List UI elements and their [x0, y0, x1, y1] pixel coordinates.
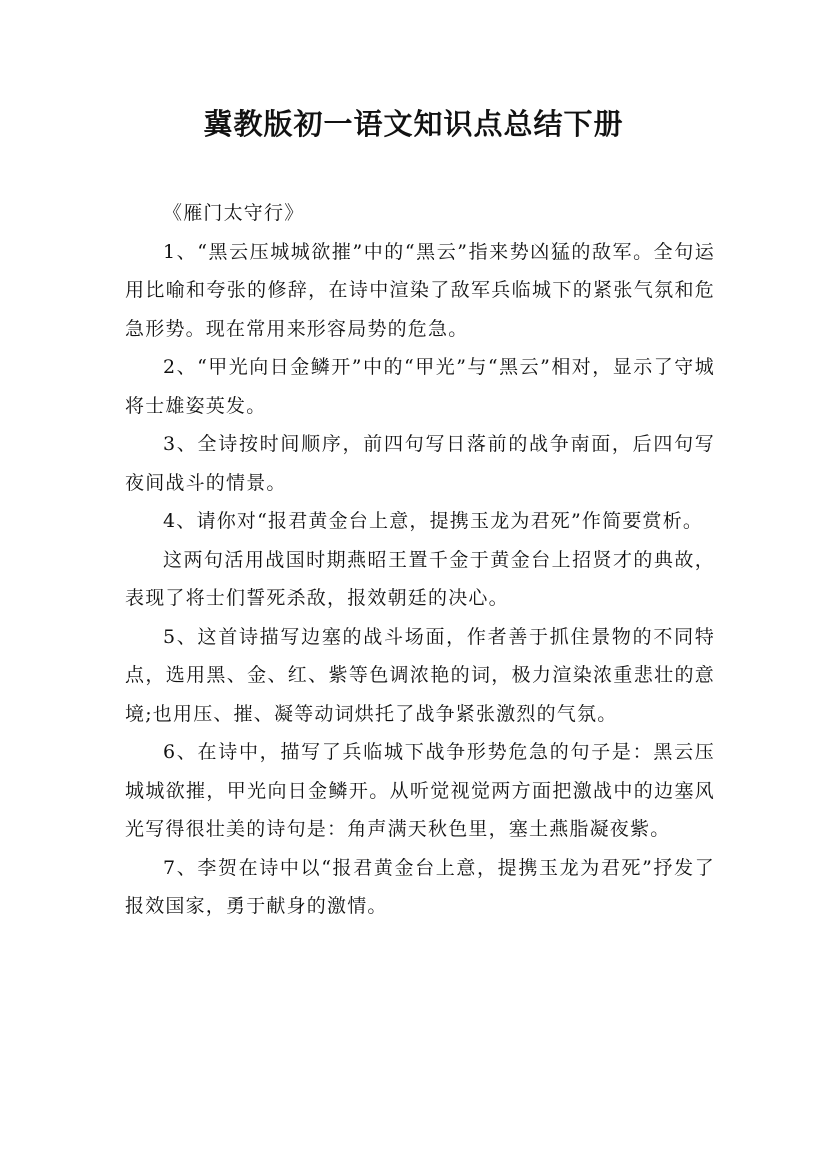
paragraph-5: 5、这首诗描写边塞的战斗场面，作者善于抓住景物的不同特点，选用黑、金、红、紫等色调浓艳的词，极力渲染浓重悲壮的意境;也用压、摧、凝等动词烘托了战争紧张激烈的气氛。 — [125, 625, 715, 725]
paragraph-1: 1、“黑云压城城欲摧”中的“黑云”指来势凶猛的敌军。全句运用比喻和夸张的修辞，在诗中渲染了敌军兵临城下的紧张气氛和危急形势。现在常用来形容局势的危急。 — [125, 240, 715, 340]
paragraph-7: 7、李贺在诗中以“报君黄金台上意，提携玉龙为君死”抒发了报效国家，勇于献身的激情。 — [125, 856, 715, 917]
paragraph-6: 6、在诗中，描写了兵临城下战争形势危急的句子是：黑云压城城欲摧，甲光向日金鳞开。从听觉视觉两方面把激战中的边塞风光写得很壮美的诗句是：角声满天秋色里，塞土燕脂凝夜紫。 — [125, 741, 715, 840]
poem-title: 《雁门太守行》 — [163, 202, 305, 224]
paragraph-3: 3、全诗按时间顺序，前四句写日落前的战争南面，后四句写夜间战斗的情景。 — [125, 433, 715, 494]
document-title: 冀教版初一语文知识点总结下册 — [203, 107, 624, 141]
document-body — [125, 194, 715, 926]
paragraph-4-answer: 这两句活用战国时期燕昭王置千金于黄金台上招贤才的典故，表现了将士们誓死杀敌，报效朝廷的决心。 — [125, 548, 715, 609]
paragraph-4: 4、请你对“报君黄金台上意，提携玉龙为君死”作简要赏析。 — [163, 510, 704, 532]
paragraph-2: 2、“甲光向日金鳞开”中的“甲光”与“黑云”相对，显示了守城将士雄姿英发。 — [125, 356, 715, 417]
